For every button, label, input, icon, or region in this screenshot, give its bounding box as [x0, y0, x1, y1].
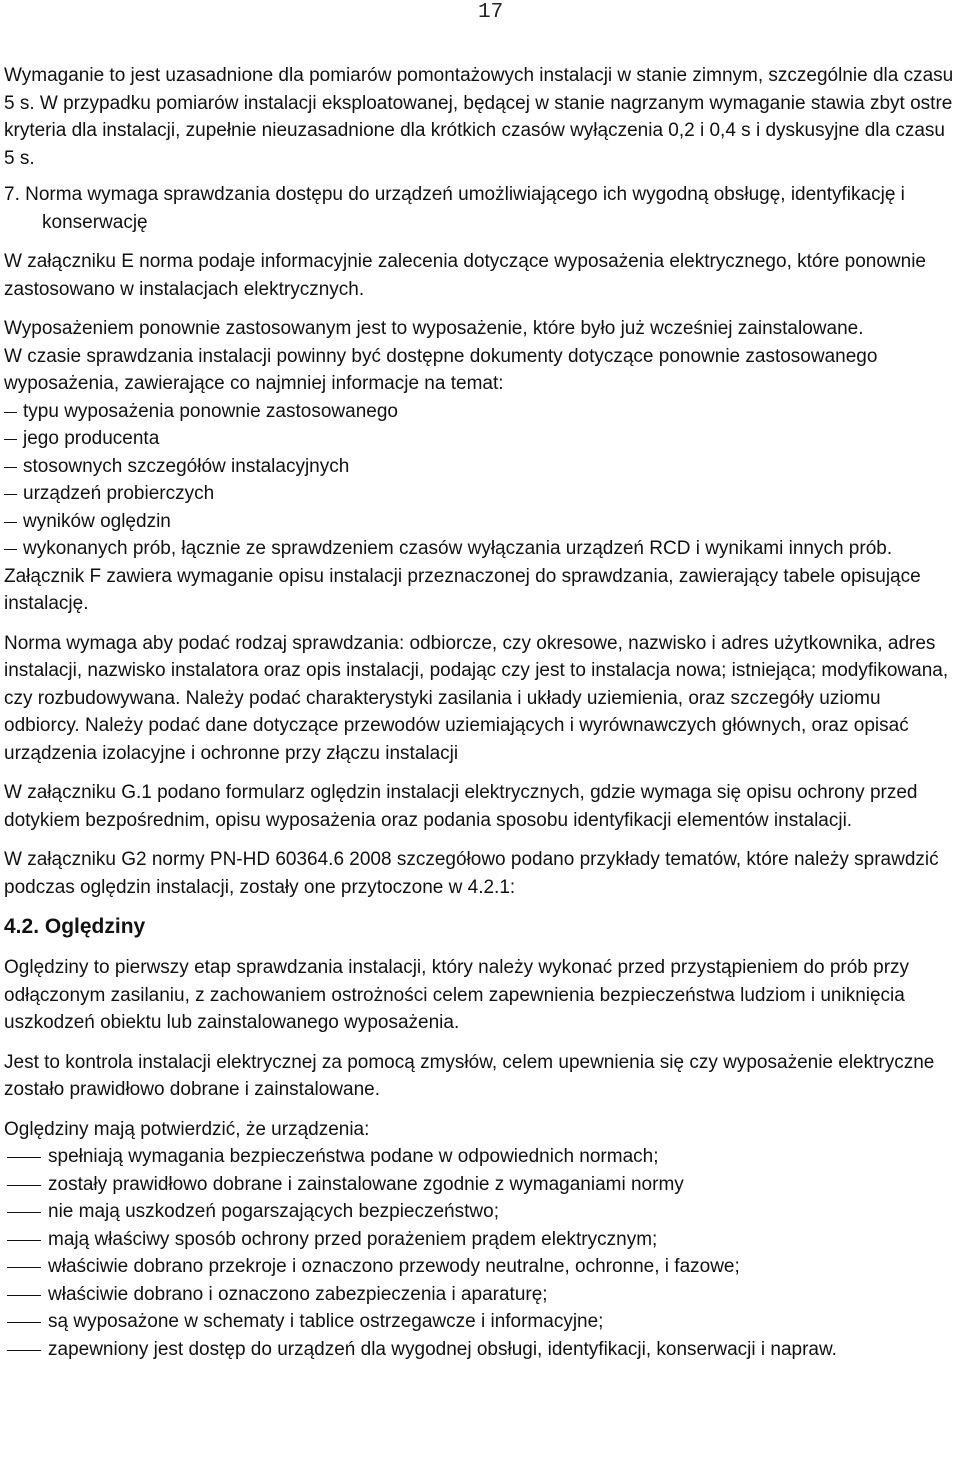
paragraph-norm-requirements: Norma wymaga aby podać rodzaj sprawdzania: odbiorcze, czy okresowe, nazwisko i adres użytkownika, adres instalacji, nazwisko instalatora oraz opis instalacji, podając czy jest to instalacja nowa; istniejąca; modyfikowana, czy rozbudowywana. Należy podać charakterystyki zasilania i układy uziemienia, oraz szczegóły uziomu odbiorcy. Należy podać dane dotyczące przewodów uziemiających i wyrównawczych głównych, oraz opisać urządzenia izolacyjne i ochronne przy złączu instalacji [4, 632, 949, 764]
numbered-item-7: 7. Norma wymaga sprawdzania dostępu do urządzeń umożliwiającego ich wygodną obsługę, identyfikację i konserwację [4, 184, 905, 233]
list-item: mają właściwy sposób ochrony przed porażeniem prądem elektrycznym; [4, 1226, 960, 1254]
document-body [4, 62, 960, 1363]
list-item: zostały prawidłowo dobrane i zainstalowane zgodnie z wymaganiami normy [4, 1171, 960, 1199]
paragraph-inspection-definition: Oględziny to pierwszy etap sprawdzania instalacji, który należy wykonać przed przystąpieniem do prób przy odłączonym zasilaniu, z zachowaniem ostrożności celem zapewnienia bezpieczeństwa ludziom i uniknięcia uszkodzeń obiektu lub zainstalowanego wyposażenia. [4, 957, 910, 1033]
list-item: właściwie dobrano przekroje i oznaczono przewody neutralne, ochronne, i fazowe; [4, 1253, 960, 1281]
list-item: są wyposażone w schematy i tablice ostrzegawcze i informacyjne; [4, 1308, 960, 1336]
confirm-list [4, 1143, 960, 1363]
paragraph-documents-intro: W czasie sprawdzania instalacji powinny być dostępne dokumenty dotyczące ponownie zastosowanego wyposażenia, zawierające co najmniej informacje na temat: [4, 345, 878, 394]
paragraph-inspection-purpose: Jest to kontrola instalacji elektrycznej za pomocą zmysłów, celem upewnienia się czy wyposażenie elektryczne zostało prawidłowo dobrane i zainstalowane. [4, 1051, 935, 1100]
paragraph-annex-g2: W załączniku G2 normy PN-HD 60364.6 2008 szczegółowo podano przykłady tematów, które należy sprawdzić podczas oględzin instalacji, zostały one przytoczone w 4.2.1: [4, 849, 939, 898]
paragraph-annex-f: Załącznik F zawiera wymaganie opisu instalacji przeznaczonej do sprawdzania, zawierający tabele opisujące instalację. [4, 565, 921, 614]
list-item: nie mają uszkodzeń pogarszających bezpieczeństwo; [4, 1198, 960, 1226]
list-item: wyników oględzin [4, 508, 960, 536]
list-item: spełniają wymagania bezpieczeństwa podane w odpowiednich normach; [4, 1143, 960, 1171]
paragraph-confirm-intro: Oględziny mają potwierdzić, że urządzenia: [4, 1118, 370, 1140]
list-item: typu wyposażenia ponownie zastosowanego [4, 398, 960, 426]
list-item: stosownych szczegółów instalacyjnych [4, 453, 960, 481]
list-item: wykonanych prób, łącznie ze sprawdzeniem czasów wyłączania urządzeń RCD i wynikami innych prób. [4, 535, 960, 563]
paragraph-cold-state: Wymaganie to jest uzasadnione dla pomiarów pomontażowych instalacji w stanie zimnym, szczególnie dla czasu 5 s. W przypadku pomiarów instalacji eksploatowanej, będącej w stanie nagrzanym wymaganie stawia zbyt ostre kryteria dla instalacji, zupełnie nieuzasadnione dla krótkich czasów wyłączenia 0,2 i 0,4 s i dyskusyjne dla czasu 5 s. [4, 65, 954, 169]
paragraph-reused-definition: Wyposażeniem ponownie zastosowanym jest to wyposażenie, które było już wcześniej zainstalowane. [4, 318, 864, 339]
section-heading: 4.2. Oględziny [4, 915, 146, 938]
documents-list [4, 398, 960, 563]
paragraph-annex-e: W załączniku E norma podaje informacyjnie zalecenia dotyczące wyposażenia elektrycznego, które ponownie zastosowano w instalacjach elektrycznych. [4, 251, 926, 300]
list-item: jego producenta [4, 425, 960, 453]
list-item: urządzeń probierczych [4, 480, 960, 508]
list-item: zapewniony jest dostęp do urządzeń dla wygodnej obsługi, identyfikacji, konserwacji i napraw. [4, 1336, 960, 1364]
paragraph-annex-g1: W załączniku G.1 podano formularz oględzin instalacji elektrycznych, gdzie wymaga się opisu ochrony przed dotykiem bezpośrednim, opisu wyposażenia oraz podania sposobu identyfikacji elementów instalacji. [4, 782, 918, 831]
page-number: 17 [478, 1, 504, 24]
list-item: właściwie dobrano i oznaczono zabezpieczenia i aparaturę; [4, 1281, 960, 1309]
